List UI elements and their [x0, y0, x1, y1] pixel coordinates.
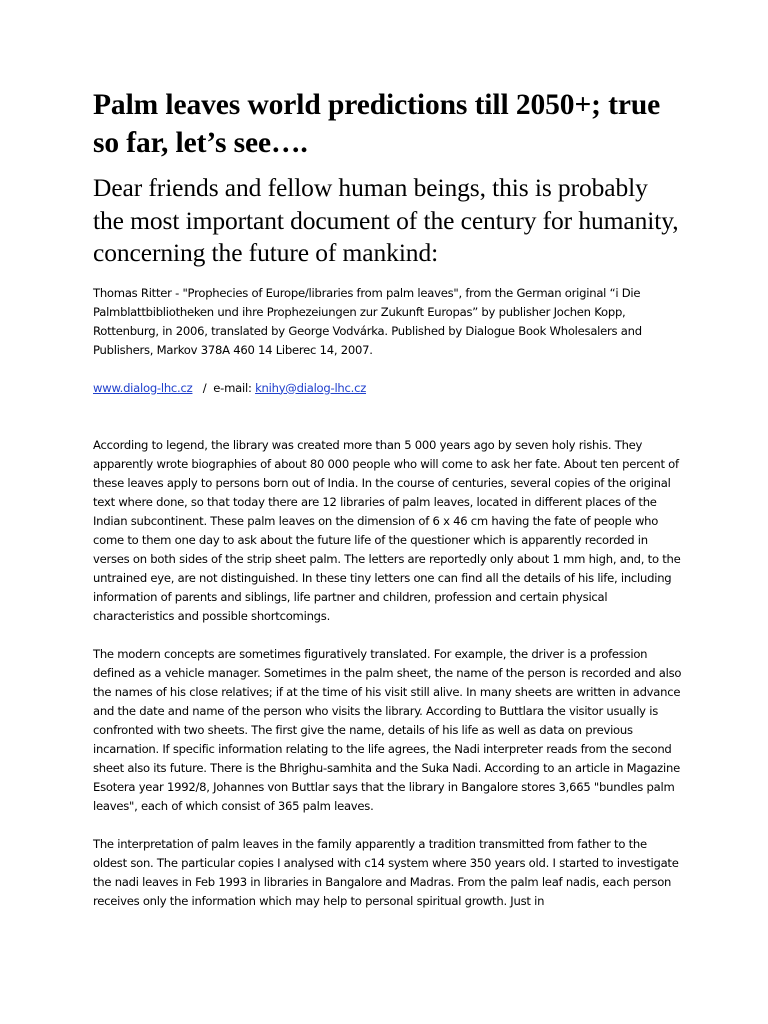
website-link[interactable]: www.dialog-lhc.cz: [93, 380, 193, 395]
document-page: [93, 86, 683, 930]
contact-links-line: [93, 379, 683, 398]
citation-paragraph: Thomas Ritter - "Prophecies of Europe/libraries from palm leaves", from the German original “i Die Palmblattbibliotheken und ihre Prophezeiungen zur Zukunft Europas” by publisher Jochen Kopp, Rottenburg, in 2006, translated by George Vodvárka. Published by Dialogue Book Wholesalers and Publishers, Markov 378A 460 14 Liberec 14, 2007.: [93, 285, 642, 357]
body-paragraph-legend: According to legend, the library was created more than 5 000 years ago by seven holy rishis. They apparently wrote biographies of about 80 000 people who will come to ask her fate. About ten percent of these leaves apply to persons born out of India. In the course of centuries, several copies of the original text where done, so that today there are 12 libraries of palm leaves, located in different places of the Indian subcontinent. These palm leaves on the dimension of 6 x 46 cm having the fate of people who come to them one day to ask about the future life of the questioner which is apparently recorded in verses on both sides of the strip sheet palm. The letters are reportedly only about 1 mm high, and, to the untrained eye, are not distinguished. In these tiny letters one can find all the details of his life, including information of parents and siblings, life partner and children, profession and certain physical characteristics and possible shortcomings.: [93, 437, 681, 623]
link-separator: /: [202, 380, 207, 395]
body-paragraph-interpretation: The interpretation of palm leaves in the family apparently a tradition transmitted from father to the oldest son. The particular copies I analysed with c14 system where 350 years old. I started to investigate the nadi leaves in Feb 1993 in libraries in Bangalore and Madras. From the palm leaf nadis, each person receives only the information which may help to personal spiritual growth. Just in: [93, 836, 679, 908]
body-paragraph-modern-concepts: The modern concepts are sometimes figuratively translated. For example, the driver is a profession defined as a vehicle manager. Sometimes in the palm sheet, the name of the person is recorded and also the names of his close relatives; if at the time of his visit still alive. In many sheets are written in advance and the date and name of the person who visits the library. According to Buttlara the visitor usually is confronted with two sheets. The first give the name, details of his life as well as data on previous incarnation. If specific information relating to the life agrees, the Nadi interpreter reads from the second sheet also its future. There is the Bhrighu-samhita and the Suka Nadi. According to an article in Magazine Esotera year 1992/8, Johannes von Buttlar says that the library in Bangalore stores 3,665 "bundles palm leaves", each of which consist of 365 palm leaves.: [93, 646, 682, 813]
document-title: Palm leaves world predictions till 2050+; true so far, let’s see….: [93, 89, 661, 159]
email-link[interactable]: knihy@dialog-lhc.cz: [255, 380, 367, 395]
email-label: e-mail:: [213, 380, 252, 395]
document-subtitle: Dear friends and fellow human beings, this is probably the most important document of the century for humanity, concerning the future of mankind:: [93, 173, 679, 267]
